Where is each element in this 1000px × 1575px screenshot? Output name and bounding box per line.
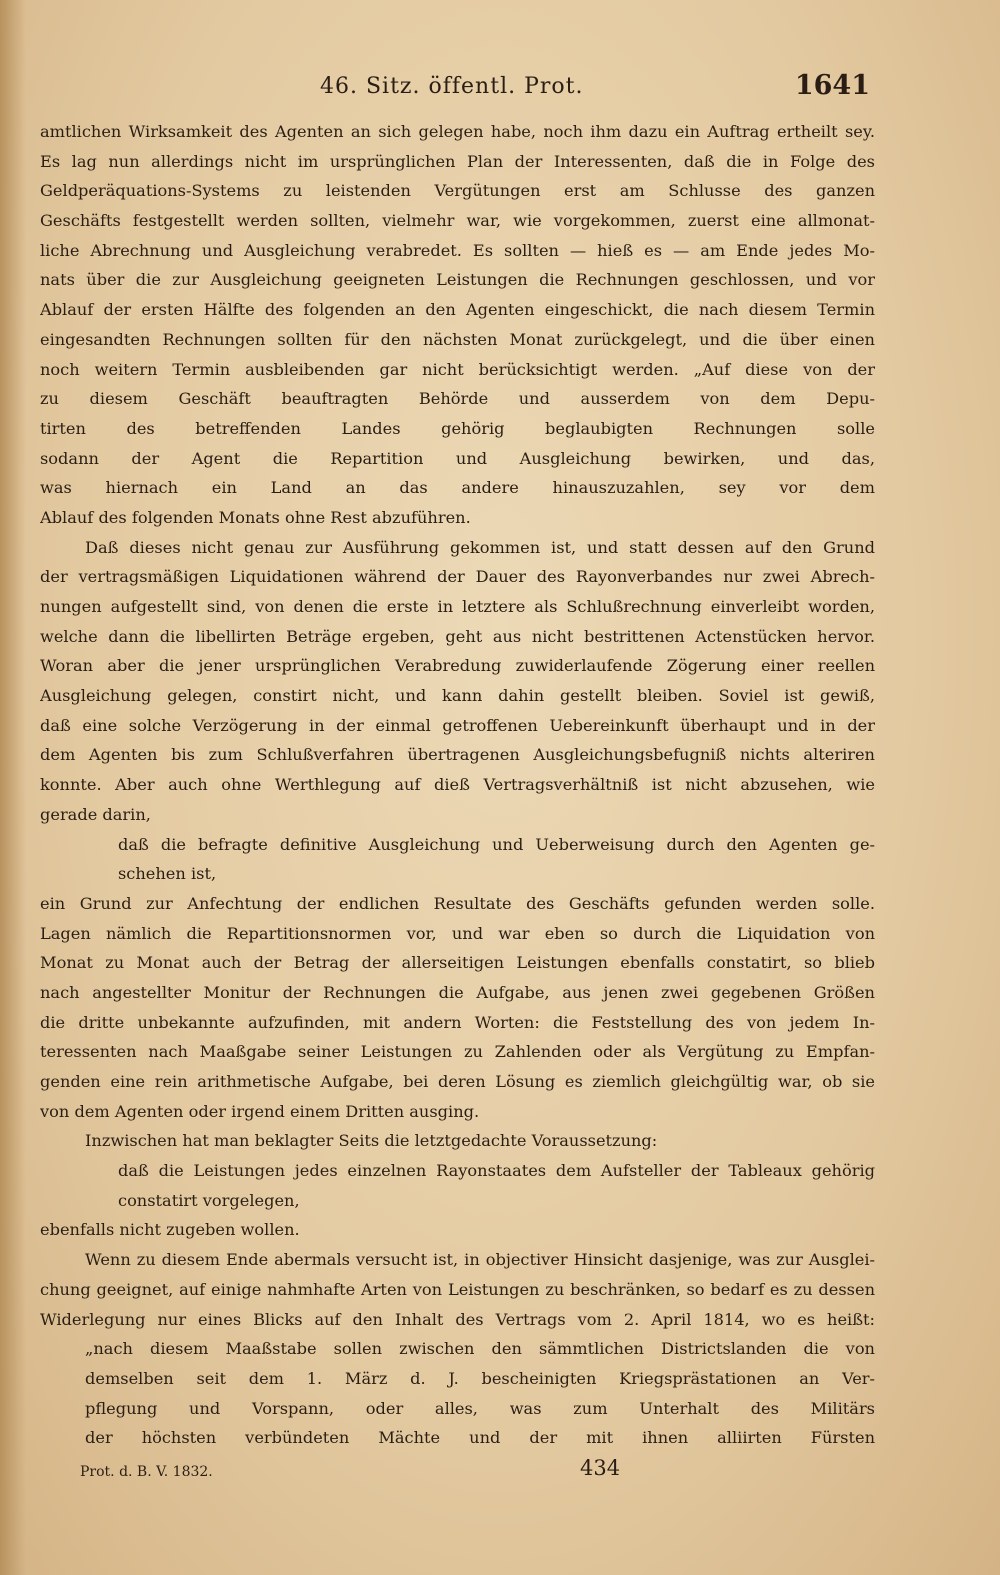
- text-line: Monat zu Monat auch der Betrag der allerseitigen Leistungen ebenfalls constatirt, so blieb: [40, 953, 875, 973]
- text-line: nungen aufgestellt sind, von denen die erste in letztere als Schlußrechnung einverleibt worden,: [40, 597, 875, 616]
- page-footer: [80, 1456, 640, 1486]
- body-text: [40, 117, 875, 1453]
- text-line: die dritte unbekannte aufzufinden, mit andern Worten: die Feststellung des von jedem In-: [40, 1012, 875, 1032]
- text-line: amtlichen Wirksamkeit des Agenten an sich gelegen habe, noch ihm dazu ein Auftrag ertheilt sey.: [40, 122, 875, 141]
- text-line: Ausgleichung gelegen, constirt nicht, und kann dahin gestellt bleiben. Soviel ist gewiß,: [40, 686, 875, 706]
- page-edge-shadow: [0, 0, 26, 1575]
- text-line: der höchsten verbündeten Mächte und der mit ihnen alliirten Fürsten: [85, 1428, 875, 1448]
- text-line: Wenn zu diesem Ende abermals versucht ist, in objectiver Hinsicht dasjenige, was zur Ausglei-: [85, 1250, 875, 1270]
- text-line: Ablauf des folgenden Monats ohne Rest abzuführen.: [40, 507, 471, 527]
- text-line: „nach diesem Maaßstabe sollen zwischen den sämmtlichen Districtslanden die von: [85, 1339, 875, 1359]
- text-line: Geldperäquations-Systems zu leistenden Vergütungen erst am Schlusse des ganzen: [40, 181, 875, 201]
- text-line: konnte. Aber auch ohne Werthlegung auf dieß Vertragsverhältniß ist nicht abzusehen, wie: [40, 775, 875, 795]
- text-line: genden eine rein arithmetische Aufgabe, bei deren Lösung es ziemlich gleichgültig war, ob sie: [40, 1072, 875, 1091]
- text-line: Ablauf der ersten Hälfte des folgenden an den Agenten eingeschickt, die nach diesem Termin: [40, 300, 875, 320]
- text-line: noch weitern Termin ausbleibenden gar nicht berücksichtigt werden. „Auf diese von der: [40, 359, 875, 379]
- text-line: gerade darin,: [40, 804, 151, 824]
- text-line: dem Agenten bis zum Schlußverfahren übertragenen Ausgleichungsbefugniß nichts alteriren: [40, 745, 875, 765]
- text-line: ebenfalls nicht zugeben wollen.: [40, 1220, 300, 1240]
- text-line: tirten des betreffenden Landes gehörig beglaubigten Rechnungen solle: [40, 418, 875, 438]
- text-line: schehen ist,: [118, 864, 217, 884]
- text-line: daß die Leistungen jedes einzelnen Rayonstaates dem Aufsteller der Tableaux gehörig: [118, 1161, 875, 1181]
- text-line: daß die befragte definitive Ausgleichung und Ueberweisung durch den Agenten ge-: [118, 834, 875, 854]
- text-line: nach angestellter Monitur der Rechnungen die Aufgabe, aus jenen zwei gegebenen Größen: [40, 982, 875, 1002]
- text-line: nats über die zur Ausgleichung geeigneten Leistungen die Rechnungen geschlossen, und vor: [40, 270, 875, 290]
- text-line: Inzwischen hat man beklagter Seits die letztgedachte Voraussetzung:: [85, 1131, 658, 1151]
- text-line: demselben seit dem 1. März d. J. bescheinigten Kriegsprästationen an Ver-: [85, 1368, 875, 1388]
- text-line: Woran aber die jener ursprünglichen Verabredung zuwiderlaufende Zögerung einer reellen: [40, 656, 875, 676]
- text-line: teressenten nach Maaßgabe seiner Leistungen zu Zahlenden oder als Vergütung zu Empfan-: [40, 1042, 875, 1062]
- text-line: daß eine solche Verzögerung in der einmal getroffenen Uebereinkunft überhaupt und in der: [40, 715, 875, 735]
- text-line: der vertragsmäßigen Liquidationen während der Dauer des Rayonverbandes nur zwei Abrech-: [40, 567, 875, 587]
- text-line: eingesandten Rechnungen sollten für den nächsten Monat zurückgelegt, und die über einen: [40, 329, 875, 349]
- page-number: 1641: [794, 70, 870, 101]
- text-line: liche Abrechnung und Ausgleichung verabredet. Es sollten — hieß es — am Ende jedes Mo-: [40, 240, 875, 260]
- text-line: Es lag nun allerdings nicht im ursprünglichen Plan der Interessenten, daß die in Folge des: [40, 151, 875, 171]
- text-line: ein Grund zur Anfechtung der endlichen Resultate des Geschäfts gefunden werden solle.: [40, 893, 875, 913]
- text-line: sodann der Agent die Repartition und Ausgleichung bewirken, und das,: [40, 448, 875, 468]
- page-header: [40, 70, 870, 110]
- text-line: pflegung und Vorspann, oder alles, was zum Unterhalt des Militärs: [85, 1398, 875, 1418]
- text-line: constatirt vorgelegen,: [118, 1190, 300, 1210]
- text-line: Geschäfts festgestellt werden sollten, vielmehr war, wie vorgekommen, zuerst eine allmonat-: [40, 211, 875, 231]
- text-line: Widerlegung nur eines Blicks auf den Inhalt des Vertrags vom 2. April 1814, wo es heißt:: [40, 1309, 875, 1329]
- text-line: zu diesem Geschäft beauftragten Behörde und ausserdem von dem Depu-: [40, 389, 875, 409]
- header-title: 46. Sitz. öffentl. Prot.: [320, 74, 584, 99]
- text-line: von dem Agenten oder irgend einem Dritten ausging.: [40, 1101, 480, 1121]
- sheet-number: 434: [580, 1456, 621, 1480]
- text-line: Daß dieses nicht genau zur Ausführung gekommen ist, und statt dessen auf den Grund: [85, 537, 875, 557]
- text-line: Lagen nämlich die Repartitionsnormen vor, und war eben so durch die Liquidation von: [40, 923, 875, 943]
- text-line: welche dann die libellirten Beträge ergeben, geht aus nicht bestrittenen Actenstücken hervor.: [40, 626, 875, 646]
- text-line: was hiernach ein Land an das andere hinauszuzahlen, sey vor dem: [40, 478, 875, 498]
- text-line: chung geeignet, auf einige nahmhafte Arten von Leistungen zu beschränken, so bedarf es zu dessen: [40, 1279, 875, 1299]
- footer-reference: Prot. d. B. V. 1832.: [80, 1464, 213, 1480]
